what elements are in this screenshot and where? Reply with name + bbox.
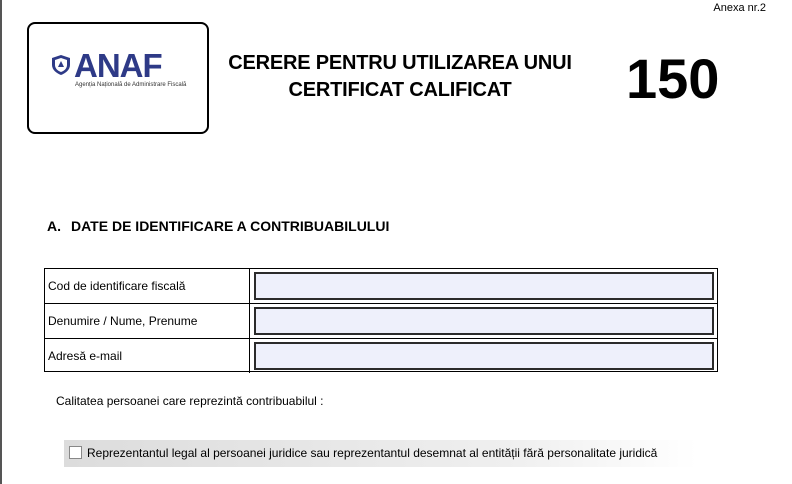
logo-subtitle: Agenția Națională de Administrare Fiscală: [75, 82, 187, 88]
email-label: Adresă e-mail: [45, 339, 250, 373]
cif-cell: [251, 270, 717, 302]
form-title-line2: CERTIFICAT CALIFICAT: [288, 79, 512, 101]
table-row-cif: [45, 269, 717, 303]
email-cell: [251, 340, 717, 372]
name-cell: [251, 305, 717, 337]
form-title: [210, 50, 590, 104]
legal-representative-checkbox[interactable]: [69, 446, 82, 459]
logo-box: [27, 22, 209, 134]
cif-field[interactable]: [254, 272, 714, 300]
name-field[interactable]: [254, 307, 714, 335]
section-a-title: DATE DE IDENTIFICARE A CONTRIBUABILULUI: [71, 218, 390, 234]
identification-table: [44, 268, 718, 372]
section-a-letter: A.: [47, 218, 61, 234]
table-row-name: [45, 304, 717, 338]
shield-icon: [52, 55, 70, 75]
annex-label: Anexa nr.2: [713, 2, 766, 14]
email-field[interactable]: [254, 342, 714, 370]
legal-representative-option[interactable]: [64, 440, 697, 467]
logo-wordmark: ANAF: [74, 47, 162, 84]
legal-representative-label: Reprezentantul legal al persoanei juridice sau reprezentantul desemnat al entității fără personalitate juridică: [87, 446, 658, 460]
table-row-email: [45, 339, 717, 373]
form-title-line1: CERERE PENTRU UTILIZAREA UNUI: [228, 52, 572, 74]
cif-label: Cod de identificare fiscală: [45, 269, 250, 303]
section-a-heading: [47, 218, 389, 234]
form-number: 150: [626, 47, 720, 110]
name-label: Denumire / Nume, Prenume: [45, 304, 250, 338]
representative-capacity-label: Calitatea persoanei care reprezintă contribuabilul :: [56, 394, 324, 408]
page-left-border: [0, 0, 2, 484]
